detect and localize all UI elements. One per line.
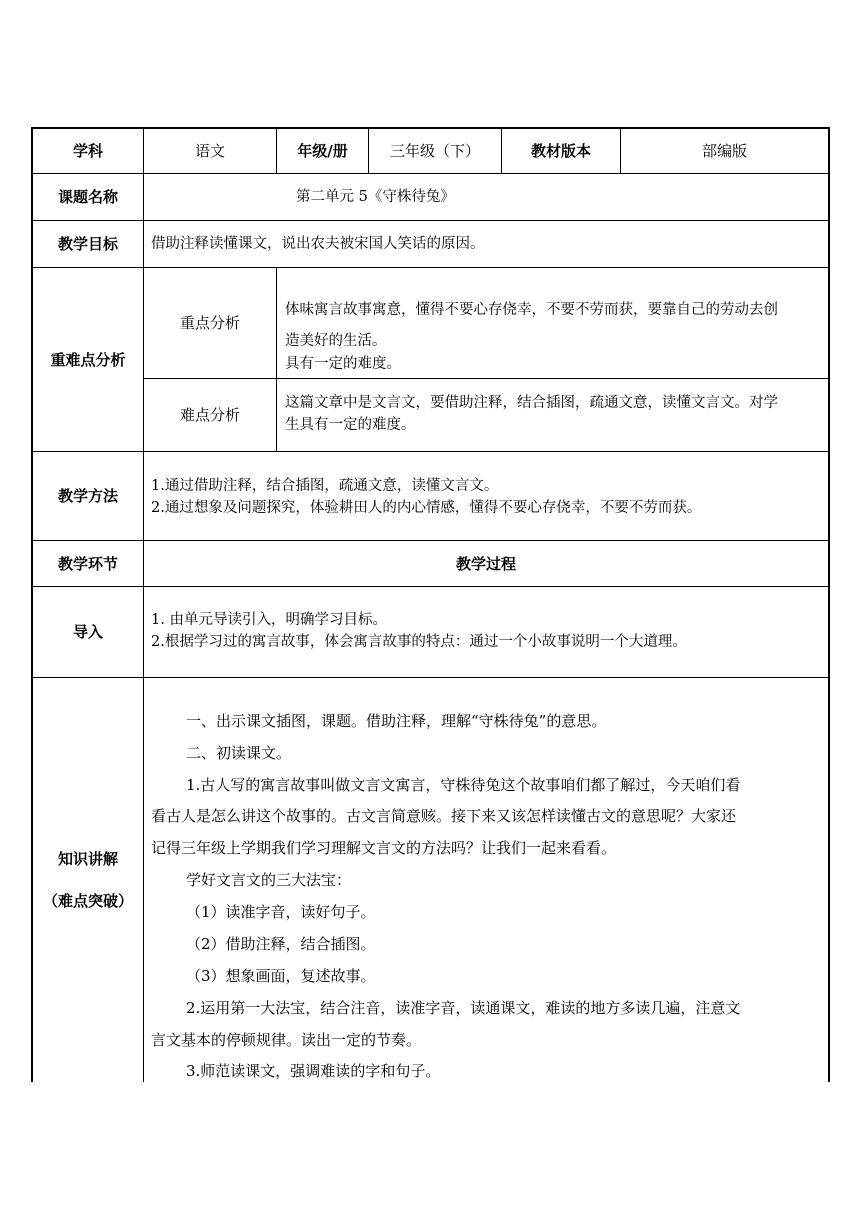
- intro-line: 2.根据学习过的寓言故事，体会寓言故事的特点：通过一个小故事说明一个大道理。: [151, 634, 687, 650]
- knowledge-paragraph: 一、出示课文插图，课题。借助注释，理解“守株待兔”的意思。: [186, 712, 607, 730]
- knowledge-paragraph: 二、初读课文。: [186, 744, 292, 762]
- knowledge-paragraph: 看古人是怎么讲这个故事的。古文言简意赅。接下来又该怎样读懂古文的意思呢？大家还: [151, 807, 737, 825]
- intro-line: 1. 由单元导读引入，明确学习目标。: [151, 612, 387, 628]
- difficult-point-line: 生具有一定的难度。: [285, 417, 416, 433]
- knowledge-paragraph: 2.运用第一大法宝，结合注音，读准字音，读通课文，难读的地方多读几遍，注意文: [186, 999, 741, 1017]
- key-point-label: 重点分析: [179, 314, 240, 332]
- row-divider: [31, 677, 829, 678]
- knowledge-paragraph: 学好文言文的三大法宝：: [186, 871, 352, 889]
- teaching-method-line: 1.通过借助注释，结合插图，疏通文意，读懂文言文。: [151, 478, 499, 494]
- knowledge-paragraph: （1）读准字音，读好句子。: [186, 903, 376, 921]
- grade-label: 年级/册: [297, 142, 348, 160]
- teaching-step-label: 教学环节: [57, 554, 118, 573]
- table-border-right: [828, 127, 830, 1082]
- edition-label: 教材版本: [530, 142, 591, 160]
- lesson-title-label: 课题名称: [57, 188, 118, 206]
- analysis-label: 重难点分析: [50, 350, 126, 369]
- subject-value: 语文: [194, 142, 225, 160]
- teaching-goal-text: 借助注释读懂课文，说出农夫被宋国人笑话的原因。: [151, 236, 485, 252]
- knowledge-paragraph: 记得三年级上学期我们学习理解文言文的方法吗？让我们一起来看看。: [151, 839, 617, 857]
- knowledge-label: 知识讲解: [57, 850, 118, 868]
- teaching-method-label: 教学方法: [57, 487, 118, 505]
- knowledge-paragraph: （2）借助注释，结合插图。: [186, 935, 376, 953]
- key-point-line: 具有一定的难度。: [285, 356, 401, 372]
- key-point-line: 造美好的生活。: [285, 333, 387, 349]
- knowledge-paragraph: 1.古人写的寓言故事叫做文言文寓言，守株待兔这个故事咱们都了解过，今天咱们看: [186, 776, 741, 794]
- grade-value: 三年级（下）: [389, 142, 480, 160]
- knowledge-paragraph: 言文基本的停顿规律。读出一定的节奏。: [151, 1031, 422, 1049]
- row-divider: [31, 451, 829, 452]
- key-point-line: 体味寓言故事寓意，懂得不要心存侥幸，不要不劳而获，要靠自己的劳动去创: [285, 302, 778, 318]
- knowledge-sublabel: （难点突破）: [42, 892, 133, 910]
- teaching-process-heading: 教学过程: [455, 554, 516, 573]
- row-divider: [31, 220, 829, 221]
- row-divider: [31, 586, 829, 587]
- row-divider: [31, 173, 829, 174]
- teaching-goal-label: 教学目标: [57, 235, 118, 253]
- intro-label: 导入: [72, 623, 103, 641]
- teaching-method-line: 2.通过想象及问题探究，体验耕田人的内心情感，懂得不要心存侥幸，不要不劳而获。: [151, 500, 702, 516]
- lesson-title-value: 第二单元 5《守株待兔》: [296, 189, 455, 205]
- difficult-point-line: 这篇文章中是文言文，要借助注释，结合插图，疏通文意，读懂文言文。对学: [285, 395, 778, 411]
- knowledge-paragraph: 3.师范读课文，强调难读的字和句子。: [186, 1062, 441, 1080]
- difficult-point-label: 难点分析: [179, 406, 240, 424]
- knowledge-paragraph: （3）想象画面，复述故事。: [186, 967, 376, 985]
- edition-value: 部编版: [701, 142, 747, 160]
- column-divider: [276, 267, 277, 451]
- subject-label: 学科: [72, 142, 103, 160]
